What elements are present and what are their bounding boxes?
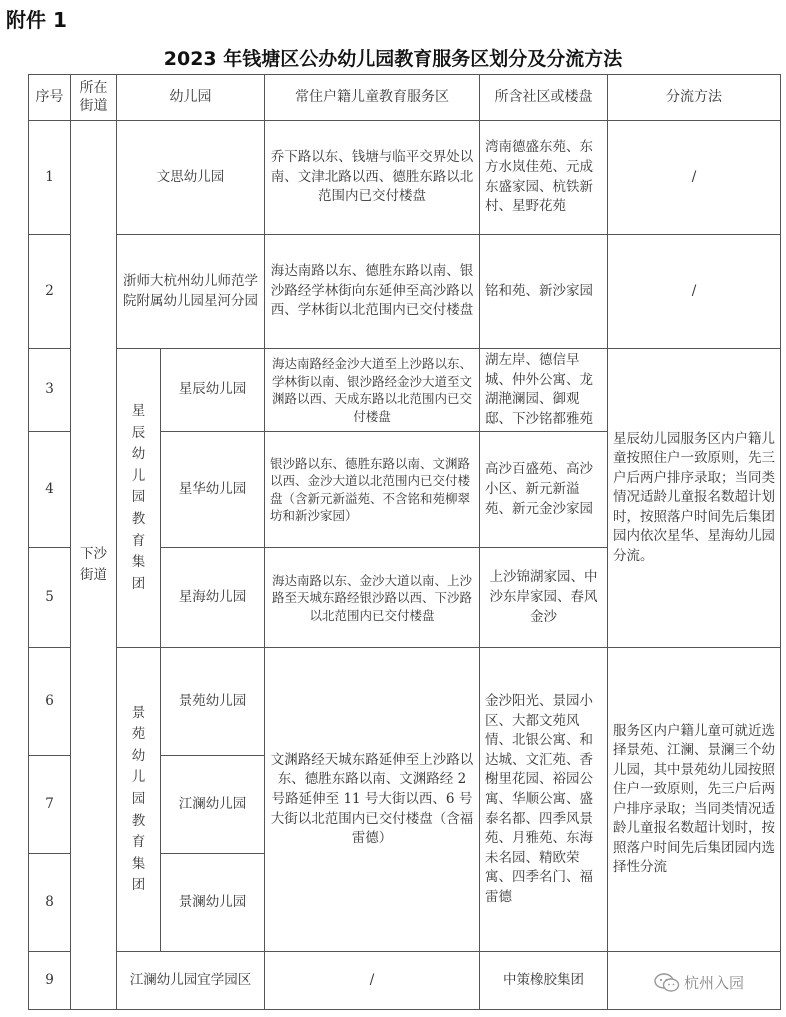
communities-cell: 湾南德盛东苑、东方水岚佳苑、元成东盛家园、杭铁新村、星野花苑 — [480, 121, 608, 235]
seq-cell: 9 — [29, 952, 71, 1010]
method-xingchen: 星辰幼儿园服务区内户籍儿童按照住户一致原则，先三户后两户排序录取；当同类情况适龄儿童报名数超计划时，按照落户时间先后集团园内依次星华、星海幼儿园分流。 — [608, 349, 781, 648]
method-cell: / — [608, 235, 781, 349]
kindergarten-name: 景苑幼儿园 — [161, 648, 265, 756]
seq-cell: 2 — [29, 235, 71, 349]
kindergarten-name: 浙师大杭州幼儿师范学院附属幼儿园星河分园 — [117, 235, 265, 349]
header-communities: 所含社区或楼盘 — [480, 75, 608, 121]
table-row — [29, 349, 781, 432]
watermark-text: 杭州入园 — [684, 974, 745, 992]
communities-cell: 湖左岸、德信早城、仲外公寓、龙湖滟澜园、御观邸、下沙铭都雅苑 — [480, 349, 608, 432]
header-method: 分流方法 — [608, 75, 781, 121]
header-kindergarten: 幼儿园 — [117, 75, 265, 121]
service-area-cell: 海达南路以东、金沙大道以南、上沙路至天城东路经银沙路以西、下沙路以北范围内已交付楼盘 — [265, 548, 480, 648]
header-row — [29, 75, 781, 121]
seq-cell: 8 — [29, 854, 71, 952]
method-cell: / — [608, 121, 781, 235]
document-title: 2023 年钱塘区公办幼儿园教育服务区划分及分流方法 — [163, 48, 623, 70]
kindergarten-name: 文思幼儿园 — [117, 121, 265, 235]
communities-cell: 高沙百盛苑、高沙小区、新元新溢苑、新元金沙家园 — [480, 432, 608, 548]
seq-cell: 4 — [29, 432, 71, 548]
kindergarten-name: 江澜幼儿园宜学园区 — [117, 952, 265, 1010]
seq-cell: 6 — [29, 648, 71, 756]
kindergarten-name: 星辰幼儿园 — [161, 349, 265, 432]
table-row — [29, 648, 781, 756]
service-area-table — [28, 74, 781, 1010]
seq-cell: 7 — [29, 756, 71, 854]
table-row — [29, 121, 781, 235]
kindergarten-name: 景澜幼儿园 — [161, 854, 265, 952]
group-xingchen: 星辰幼儿园教育集团 — [117, 349, 161, 648]
communities-cell: 铭和苑、新沙家园 — [480, 235, 608, 349]
seq-cell: 5 — [29, 548, 71, 648]
service-area-cell: 海达南路以东、德胜东路以南、银沙路经学林街向东延伸至高沙路以西、学林街以北范围内已交付楼盘 — [265, 235, 480, 349]
service-area-jingyuan: 文渊路经天城东路延伸至上沙路以东、德胜东路以南、文渊路经 2 号路延伸至 11 号大街以西、6 号大街以北范围内已交付楼盘（含福雷德） — [265, 648, 480, 952]
header-street: 所在街道 — [71, 75, 117, 121]
communities-cell: 上沙锦湖家园、中沙东岸家园、春风金沙 — [480, 548, 608, 648]
kindergarten-name: 星海幼儿园 — [161, 548, 265, 648]
attachment-label: 附件 1 — [6, 8, 67, 32]
kindergarten-name: 江澜幼儿园 — [161, 756, 265, 854]
wechat-icon — [654, 973, 680, 993]
group-jingyuan: 景苑幼儿园教育集团 — [117, 648, 161, 952]
header-seq: 序号 — [29, 75, 71, 121]
header-service-area: 常住户籍儿童教育服务区 — [265, 75, 480, 121]
communities-cell: 中策橡胶集团 — [480, 952, 608, 1010]
service-area-cell: 海达南路经金沙大道至上沙路以东、学林街以南、银沙路经金沙大道至文渊路以西、天成东路以北范围内已交付楼盘 — [265, 349, 480, 432]
service-area-cell: / — [265, 952, 480, 1010]
table-row — [29, 235, 781, 349]
service-area-cell: 乔下路以东、钱塘与临平交界处以南、文津北路以西、德胜东路以北范围内已交付楼盘 — [265, 121, 480, 235]
method-jingyuan: 服务区内户籍儿童可就近选择景苑、江澜、景澜三个幼儿园，其中景苑幼儿园按照住户一致原则，先三户后两户排序录取；当同类情况适龄儿童报名数超计划时，按照落户时间先后集团园内选择性分流 — [608, 648, 781, 952]
street-cell: 下沙街道 — [71, 121, 117, 1010]
kindergarten-name: 星华幼儿园 — [161, 432, 265, 548]
communities-jingyuan: 金沙阳光、景园小区、大都文苑风情、北银公寓、和达城、文汇苑、香榭里花园、裕园公寓、华顺公寓、盛泰名都、四季风景苑、月雅苑、东海未名园、精欧荣寓、四季名门、福雷德 — [480, 648, 608, 952]
seq-cell: 1 — [29, 121, 71, 235]
service-area-cell: 银沙路以东、德胜东路以南、文渊路以西、金沙大道以北范围内已交付楼盘（含新元新溢苑、不含铭和苑柳翠坊和新沙家园） — [265, 432, 480, 548]
seq-cell: 3 — [29, 349, 71, 432]
wechat-watermark — [654, 972, 744, 993]
